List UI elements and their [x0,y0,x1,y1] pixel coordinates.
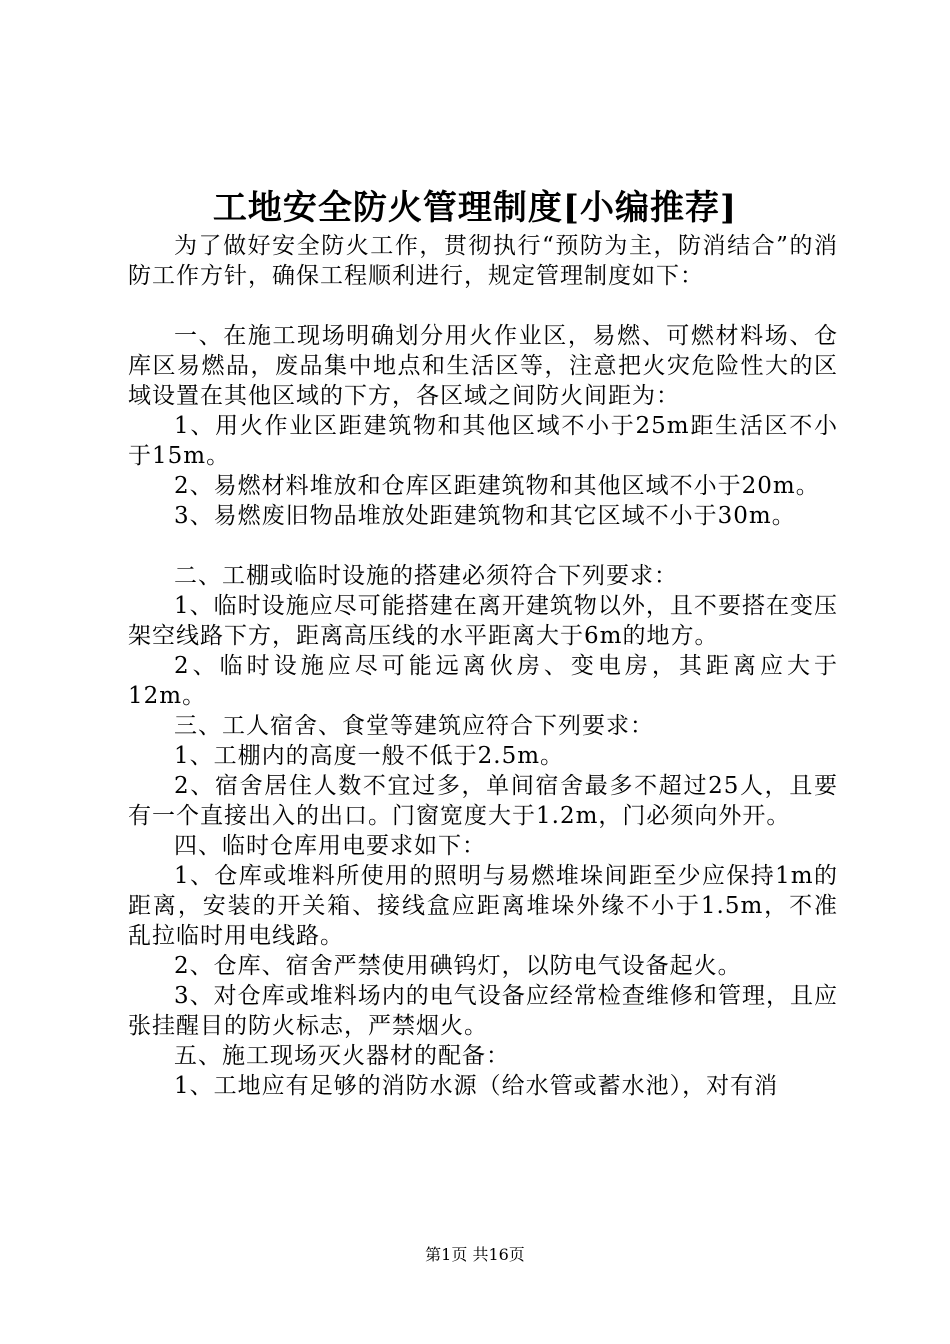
section-3-heading: 三、工人宿舍、食堂等建筑应符合下列要求： [174,713,654,739]
page-footer: 第1页 共16页 [425,1245,525,1264]
section-2-heading: 二、工棚或临时设施的搭建必须符合下列要求： [174,563,678,589]
section-2-item-2: 2、临时设施应尽可能远离伙房、变电房，其距离应大于12m。 [128,653,838,709]
section-4-item-1: 1、仓库或堆料所使用的照明与易燃堆垛间距至少应保持1m的距离，安装的开关箱、接线盒应距离堆垛外缘不小于1.5m，不准乱拉临时用电线路。 [128,863,838,949]
section-2-item-1: 1、临时设施应尽可能搭建在离开建筑物以外，且不要搭在变压架空线路下方，距离高压线的水平距离大于6m的地方。 [128,593,838,649]
section-4-item-2: 2、仓库、宿舍严禁使用碘钨灯，以防电气设备起火。 [174,953,742,979]
document-body [128,231,838,1101]
section-3-item-2: 2、宿舍居住人数不宜过多，单间宿舍最多不超过25人，且要有一个直接出入的出口。门窗宽度大于1.2m，门必须向外开。 [128,773,838,829]
section-3-item-1: 1、工棚内的高度一般不低于2.5m。 [174,743,565,769]
section-5-item-1: 1、工地应有足够的消防水源（给水管或蓄水池），对有消 [174,1073,779,1099]
section-4-heading: 四、临时仓库用电要求如下： [174,833,486,859]
section-5-heading: 五、施工现场灭火器材的配备： [174,1043,510,1069]
intro-paragraph: 为了做好安全防火工作，贯彻执行“预防为主，防消结合”的消防工作方针，确保工程顺利进行，规定管理制度如下： [128,233,838,289]
section-4-item-3: 3、对仓库或堆料场内的电气设备应经常检查维修和管理，且应张挂醒目的防火标志，严禁烟火。 [128,983,838,1039]
section-1-item-3: 3、易燃废旧物品堆放处距建筑物和其它区域不小于30m。 [174,503,796,529]
section-1-item-1: 1、用火作业区距建筑物和其他区域不小于25m距生活区不小于15m。 [128,413,838,469]
blank-line [128,291,838,321]
blank-line [128,531,838,561]
section-1-heading: 一、在施工现场明确划分用火作业区，易燃、可燃材料场、仓库区易燃品，废品集中地点和生活区等，注意把火灾危险性大的区域设置在其他区域的下方，各区域之间防火间距为： [128,323,838,409]
document-title: 工地安全防火管理制度[小编推荐] [212,188,738,228]
section-1-item-2: 2、易燃材料堆放和仓库区距建筑物和其他区域不小于20m。 [174,473,820,499]
